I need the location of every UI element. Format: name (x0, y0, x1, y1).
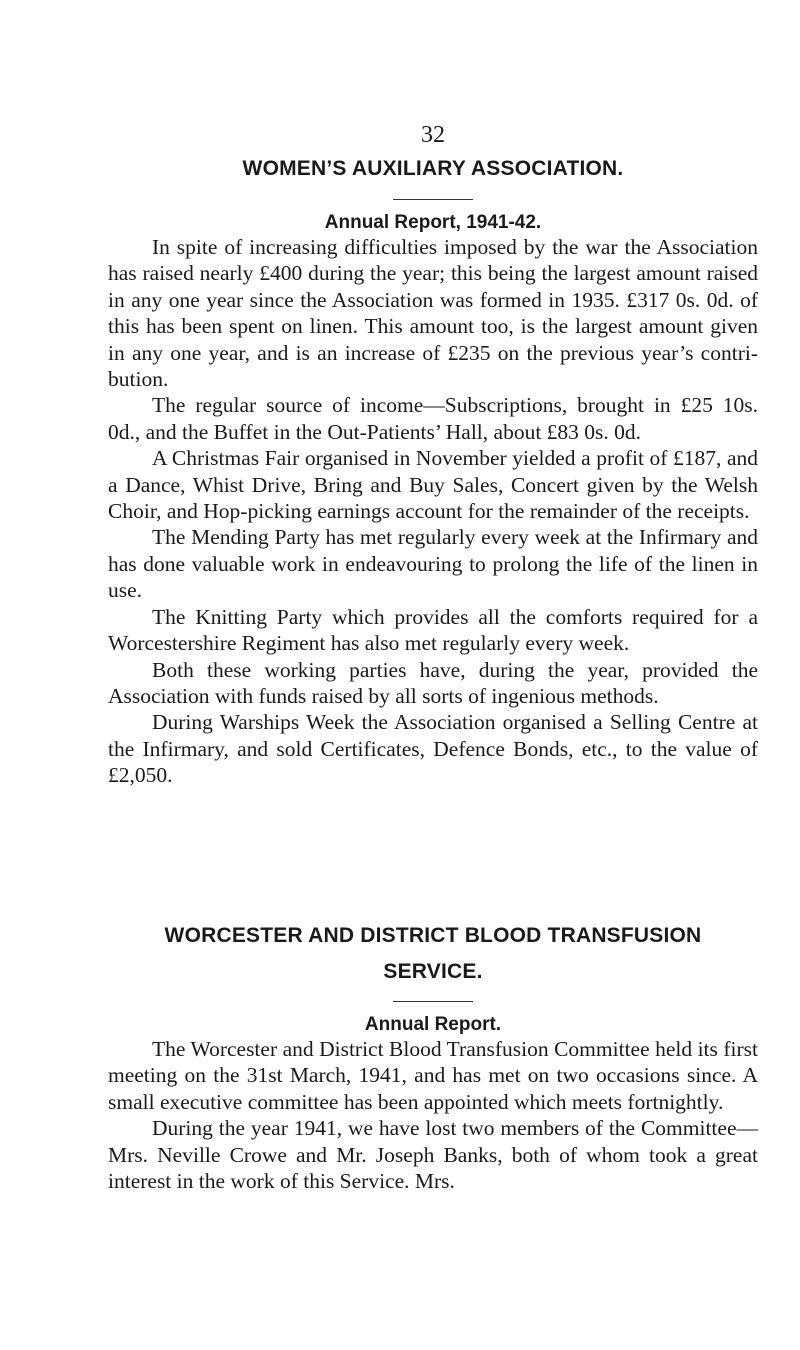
paragraph: The Knitting Party which provides all the comforts required for a Worcestershire Regiment has also met regularly every week. (108, 604, 758, 656)
paragraph: The Worcester and District Blood Transfusion Committee held its first meeting on the 31st March, 1941, and has met on two occasions since. A small executive committee has been appointed which meets fortnightly. (108, 1037, 758, 1114)
paragraph: During Warships Week the Association organised a Selling Centre at the Infirmary, and sold Certificates, Defence Bonds, etc., to the value of £2,050. (108, 710, 758, 788)
section-body-blood-transfusion (108, 1036, 758, 1194)
section-subtitle-annual-report: Annual Report. (364, 1014, 502, 1035)
section-body-womens-auxiliary (108, 234, 758, 789)
section-title-womens-auxiliary: WOMEN’S AUXILIARY ASSOCIATION. (242, 157, 624, 180)
paragraph: The Mending Party has met regularly every week at the Infirmary and has done valuable work in endeavouring to prolong the life of the linen in use. (108, 525, 758, 603)
section-title-line: WORCESTER AND DISTRICT BLOOD TRANSFUSION (164, 924, 702, 947)
section-title-line: SERVICE. (383, 960, 483, 983)
page-number: 32 (421, 122, 445, 148)
title-divider (393, 1001, 473, 1002)
paragraph: Both these working parties have, during the year, provided the Association with funds raised by all sorts of ingenious methods. (108, 657, 758, 708)
paragraph: A Christmas Fair organised in November yielded a profit of £187, and a Dance, Whist Drive, Bring and Buy Sales, Concert given by the Welsh Choir, and Hop-picking earnings account for the remainder of the receipts. (108, 446, 758, 524)
paragraph: In spite of increasing difficulties imposed by the war the Association has raised nearly £400 during the year; this being the largest amount raised in any one year since the Association was formed in 1935. £317 0s. 0d. of this has been spent on linen. This amount too, is the largest amount given in any one year, and is an increase of £235 on the previous year’s contribution. (108, 235, 758, 392)
title-divider (393, 199, 473, 200)
paragraph: During the year 1941, we have lost two members of the Committee—Mrs. Neville Crowe and Mr. Joseph Banks, both of whom took a great interest in the work of this Service. Mrs. (108, 1116, 758, 1194)
paragraph: The regular source of income—Subscriptions, brought in £25 10s. 0d., and the Buffet in the Out-Patients’ Hall, about £83 0s. 0d. (108, 393, 758, 444)
section-title-blood-transfusion (108, 918, 758, 990)
section-subtitle-annual-report-1941-42: Annual Report, 1941-42. (324, 212, 542, 233)
